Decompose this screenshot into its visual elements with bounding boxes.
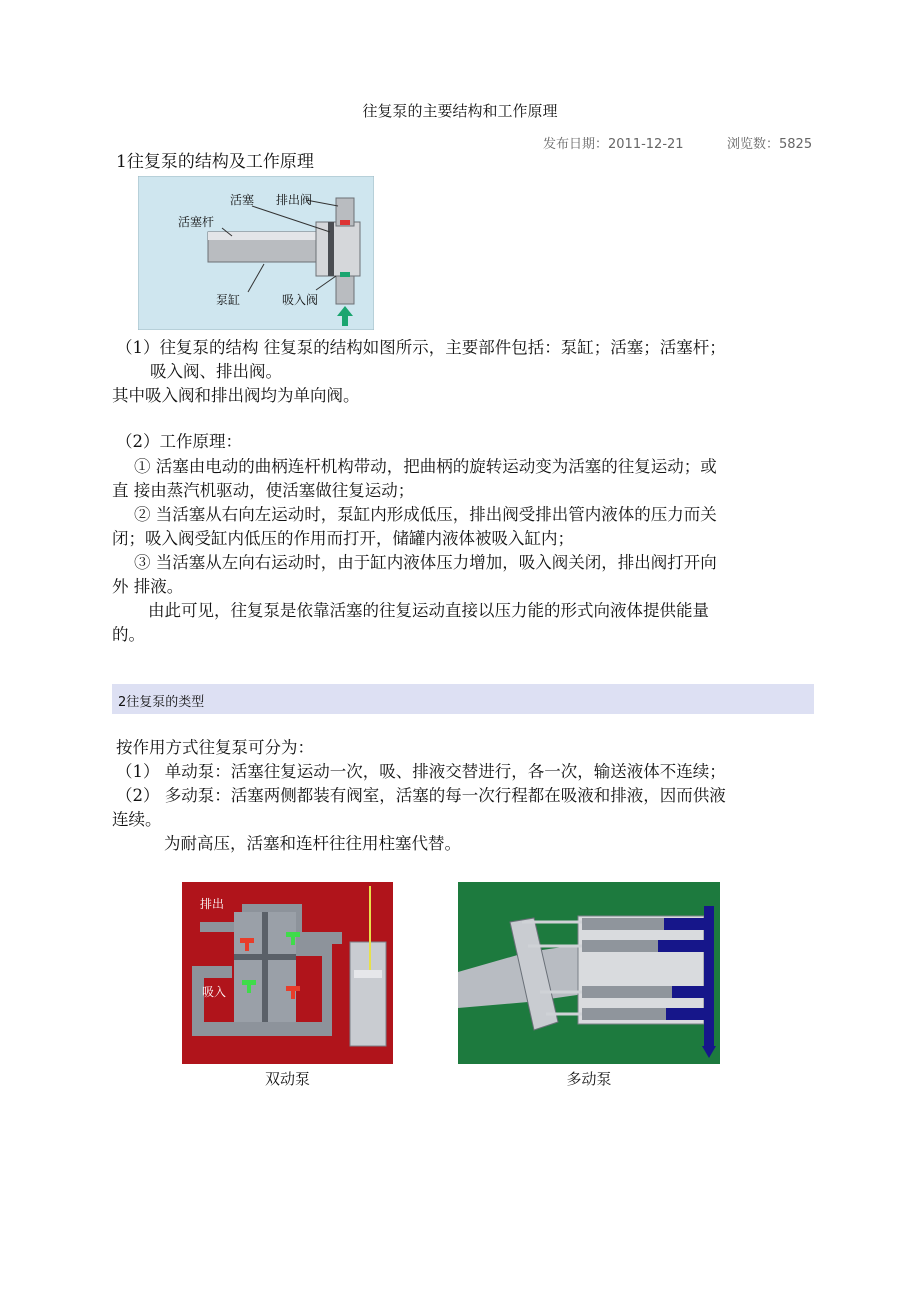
publish-date: 发布日期：2011-12-21 [543,137,684,152]
principle-heading: （2）工作原理： [116,432,242,451]
principle-line: 外 排液。 [112,577,184,596]
pump-structure-diagram [138,176,374,330]
principle-line: 的。 [112,625,145,644]
structure-line-1: （1）往复泵的结构 往复泵的结构如图所示，主要部件包括：泵缸；活塞；活塞杆； [116,338,726,357]
section2-heading: 2往复泵的类型 [118,695,205,710]
types-item: （2） 多动泵：活塞两侧都装有阀室，活塞的每一次行程都在吸液和排液，因而供液 [116,786,726,805]
view-count: 浏览数：5825 [727,137,813,152]
label-piston-rod: 活塞杆 [178,215,215,229]
label-discharge-valve: 排出阀 [276,193,313,207]
section2-header-bar [112,684,814,714]
label-cylinder: 泵缸 [216,293,241,307]
types-item: （1） 单动泵：活塞往复运动一次，吸、排液交替进行，各一次，输送液体不连续； [116,762,726,781]
section1-heading: 1往复泵的结构及工作原理 [116,152,314,172]
double-acting-pump-figure [182,882,393,1064]
principle-line: ③ 当活塞从左向右运动时，由于缸内液体压力增加，吸入阀关闭，排出阀打开向 [134,553,717,572]
label-discharge: 排出 [200,897,225,911]
principle-line: 闭；吸入阀受缸内低压的作用而打开，储罐内液体被吸入缸内； [112,529,574,548]
types-intro: 按作用方式往复泵可分为： [116,738,314,757]
multi-acting-pump-diagram [458,882,720,1064]
structure-line-2: 吸入阀、排出阀。 [150,362,282,381]
caption-multi-acting: 多动泵 [566,1070,612,1088]
page-title: 往复泵的主要结构和工作原理 [362,102,558,120]
label-piston: 活塞 [230,193,255,207]
principle-line: 直 接由蒸汽机驱动，使活塞做往复运动； [112,481,415,500]
types-note: 为耐高压，活塞和连杆往往用柱塞代替。 [164,834,461,853]
types-item: 连续。 [112,810,162,829]
label-suction: 吸入 [202,985,227,999]
principle-line: ② 当活塞从右向左运动时，泵缸内形成低压，排出阀受排出管内液体的压力而关 [134,505,717,524]
label-suction-valve: 吸入阀 [282,293,319,307]
multi-acting-pump-figure [458,882,720,1064]
principle-line: 由此可见，往复泵是依靠活塞的往复运动直接以压力能的形式向液体提供能量 [148,601,709,620]
principle-line: ① 活塞由电动的曲柄连杆机构带动，把曲柄的旋转运动变为活塞的往复运动；或 [134,457,717,476]
caption-double-acting: 双动泵 [264,1070,310,1088]
structure-line-3: 其中吸入阀和排出阀均为单向阀。 [112,386,360,405]
pump-structure-figure [138,176,374,330]
double-acting-pump-diagram [182,882,393,1064]
